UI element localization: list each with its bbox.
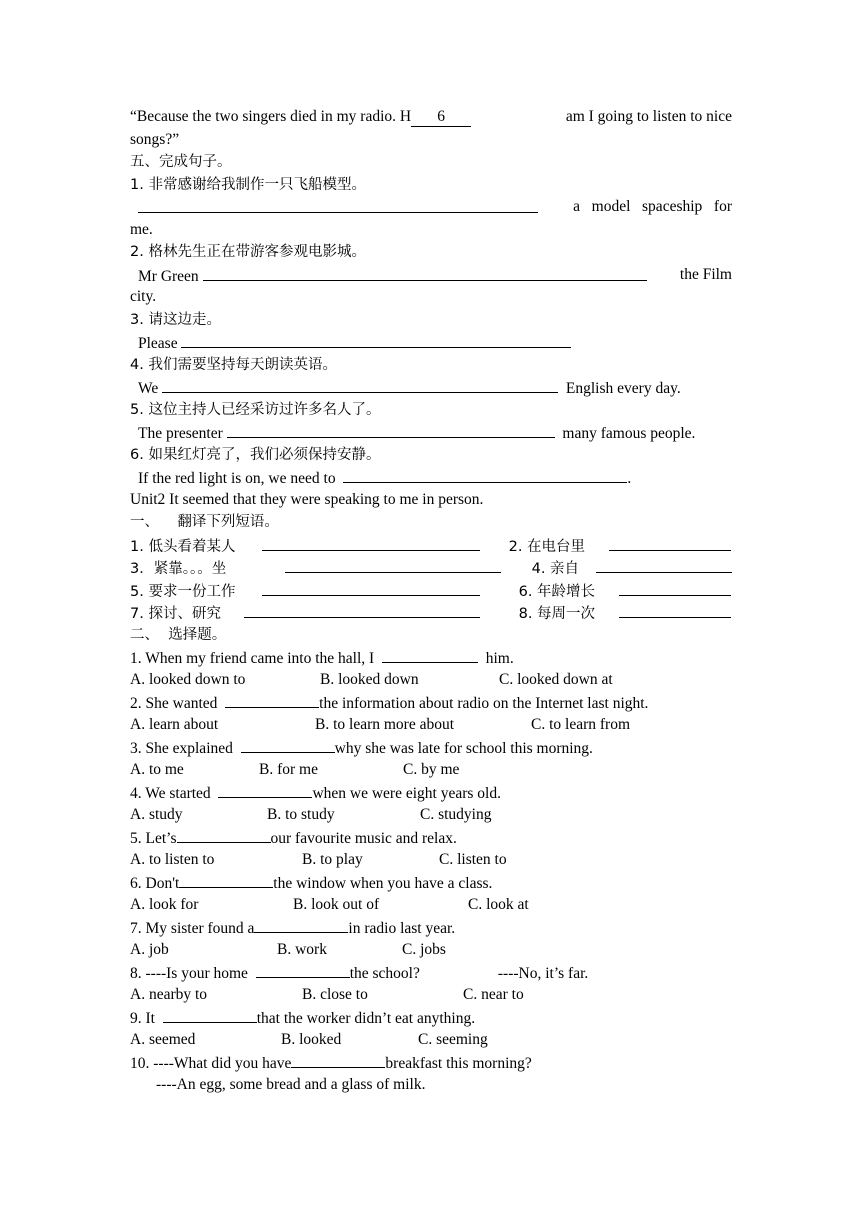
q3-option-c[interactable]: C. by me — [403, 760, 460, 778]
q9-option-c[interactable]: C. seeming — [418, 1030, 488, 1048]
question-6 — [130, 871, 732, 894]
question-1 — [130, 646, 732, 669]
q7-option-a[interactable]: A. job — [130, 940, 169, 958]
s5-item-4-blank[interactable] — [162, 376, 558, 393]
question-6-text-b: the window when you have a class. — [273, 875, 493, 892]
q9-option-b[interactable]: B. looked — [281, 1030, 342, 1048]
phrase-2: 2. 在电台里 — [508, 538, 586, 555]
question-9 — [130, 1006, 732, 1029]
s5-item-1-post: a model spaceship for — [573, 198, 732, 215]
question-3-text-a: 3. She explained — [130, 740, 233, 757]
question-5-text-b: our favourite music and relax. — [270, 830, 457, 847]
question-3-blank[interactable] — [241, 736, 335, 753]
s5-item-2-pre: Mr Green — [138, 267, 199, 285]
s5-item-6-cn: 6. 如果红灯亮了，我们必须保持安静。 — [130, 446, 381, 463]
s5-item-6-answer — [130, 466, 732, 489]
question-9-text-a: 9. It — [130, 1010, 155, 1027]
phrase-4-blank[interactable] — [596, 556, 732, 573]
s5-item-5-cn: 5. 这位主持人已经采访过许多名人了。 — [130, 401, 381, 418]
q2-option-b[interactable]: B. to learn more about — [315, 715, 455, 733]
q8-option-b[interactable]: B. close to — [302, 985, 368, 1003]
q1-option-a[interactable]: A. looked down to — [130, 670, 246, 688]
question-2-text-b: the information about radio on the Internet last night. — [319, 695, 649, 712]
question-1-text-b: him. — [485, 650, 514, 667]
q7-option-b[interactable]: B. work — [277, 940, 327, 958]
unit2-part2-title: 二、 选择题。 — [130, 626, 227, 643]
question-5 — [130, 826, 732, 849]
question-4-blank[interactable] — [218, 781, 312, 798]
intro-line-2: songs?” — [130, 130, 180, 148]
question-10-blank[interactable] — [291, 1051, 385, 1068]
s5-item-5-answer — [130, 421, 732, 444]
s5-item-2-post: the Film — [679, 265, 732, 283]
question-6-blank[interactable] — [179, 871, 273, 888]
question-2-blank[interactable] — [225, 691, 319, 708]
s5-item-4-pre: We — [138, 380, 159, 397]
q6-option-a[interactable]: A. look for — [130, 895, 199, 913]
section-5-title: 五、完成句子。 — [130, 154, 232, 170]
q6-option-c[interactable]: C. look at — [468, 895, 529, 913]
question-10-text-a: 10. ----What did you have — [130, 1055, 292, 1072]
question-8-text-a: 8. ----Is your home — [130, 965, 248, 982]
question-1-blank[interactable] — [382, 646, 478, 663]
question-8 — [130, 961, 732, 984]
s5-item-6-post: . — [627, 470, 632, 487]
question-1-options — [130, 669, 732, 692]
q9-option-a[interactable]: A. seemed — [130, 1030, 196, 1048]
phrase-4: 4. 亲自 — [531, 561, 580, 577]
question-8-text-c: ----No, it’s far. — [497, 965, 589, 982]
q7-option-c[interactable]: C. jobs — [402, 940, 446, 958]
s5-item-4-post: English every day. — [565, 380, 681, 397]
s5-item-2-cn: 2. 格林先生正在带游客参观电影城。 — [130, 244, 366, 260]
phrase-7: 7. 探讨、研究 — [130, 606, 221, 622]
question-4-text-a: 4. We started — [130, 785, 211, 802]
question-8-options — [130, 984, 732, 1007]
phrase-5-blank[interactable] — [262, 579, 480, 596]
question-4 — [130, 781, 732, 804]
q3-option-b[interactable]: B. for me — [259, 760, 318, 778]
answer-blank-6[interactable]: 6 — [411, 108, 471, 127]
s5-item-3-answer — [130, 331, 732, 354]
phrase-row-1 — [130, 534, 732, 557]
question-3-text-b: why she was late for school this morning. — [334, 740, 593, 757]
phrase-5: 5. 要求一份工作 — [130, 583, 236, 600]
s5-item-5-pre: The presenter — [138, 425, 223, 442]
question-9-options — [130, 1029, 732, 1052]
question-3 — [130, 736, 732, 759]
phrase-3-blank[interactable] — [285, 556, 501, 573]
q4-option-b[interactable]: B. to study — [267, 805, 335, 823]
unit2-part1-title: 一、 翻译下列短语。 — [130, 514, 279, 530]
intro-line-1 — [130, 106, 732, 129]
q4-option-a[interactable]: A. study — [130, 805, 183, 823]
q2-option-c[interactable]: C. to learn from — [531, 715, 631, 733]
phrase-2-blank[interactable] — [609, 534, 731, 551]
question-8-text-b: the school? — [349, 965, 420, 982]
question-5-blank[interactable] — [177, 826, 271, 843]
s5-item-2-blank[interactable] — [203, 264, 647, 281]
s5-item-1-cont: me. — [130, 220, 153, 238]
intro-text-b: am I going to listen to nice — [565, 108, 732, 125]
question-2 — [130, 691, 732, 714]
phrase-row-3 — [130, 579, 732, 602]
q8-option-a[interactable]: A. nearby to — [130, 985, 208, 1003]
worksheet-page — [130, 106, 732, 1096]
question-9-text-b: that the worker didn’t eat anything. — [256, 1010, 476, 1027]
q5-option-b[interactable]: B. to play — [302, 850, 363, 868]
phrase-1: 1. 低头看着某人 — [130, 538, 236, 555]
question-7-text-a: 7. My sister found a — [130, 920, 255, 937]
s5-item-4-answer — [130, 376, 732, 399]
phrase-8: 8. 每周一次 — [518, 606, 596, 622]
s5-item-6-pre: If the red light is on, we need to — [138, 470, 336, 487]
s5-item-5-post: many famous people. — [562, 425, 696, 442]
s5-item-6-blank[interactable] — [343, 466, 627, 483]
s5-item-3-pre: Please — [138, 335, 178, 352]
question-6-options — [130, 894, 732, 917]
unit2-title: Unit2 It seemed that they were speaking to me in person. — [130, 490, 484, 508]
intro-text-a: “Because the two singers died in my radio. H — [130, 108, 412, 125]
question-4-options — [130, 804, 732, 827]
phrase-6-blank[interactable] — [619, 579, 731, 596]
question-7 — [130, 916, 732, 939]
q2-option-a[interactable]: A. learn about — [130, 715, 219, 733]
question-7-blank[interactable] — [254, 916, 348, 933]
question-10-answer: ----An egg, some bread and a glass of milk. — [156, 1075, 426, 1093]
q6-option-b[interactable]: B. look out of — [293, 895, 380, 913]
q1-option-c[interactable]: C. looked down at — [499, 670, 613, 688]
question-5-options — [130, 849, 732, 872]
question-5-text-a: 5. Let’s — [130, 830, 177, 847]
q5-option-a[interactable]: A. to listen to — [130, 850, 215, 868]
phrase-6: 6. 年龄增长 — [518, 583, 596, 600]
phrase-row-2 — [130, 556, 732, 579]
q4-option-c[interactable]: C. studying — [420, 805, 492, 823]
phrase-3: 3．紧靠。。。坐 — [130, 561, 227, 577]
question-2-options — [130, 714, 732, 737]
q1-option-b[interactable]: B. looked down — [320, 670, 419, 688]
s5-item-5-blank[interactable] — [227, 421, 555, 438]
question-7-text-b: in radio last year. — [348, 920, 456, 937]
phrase-7-blank[interactable] — [244, 601, 480, 618]
s5-item-4-cn: 4. 我们需要坚持每天朗读英语。 — [130, 356, 337, 373]
question-8-blank[interactable] — [256, 961, 350, 978]
question-10-text-b: breakfast this morning? — [385, 1055, 532, 1072]
phrase-row-4 — [130, 601, 732, 624]
question-2-text-a: 2. She wanted — [130, 695, 218, 712]
phrase-8-blank[interactable] — [619, 601, 731, 618]
s5-item-2-answer — [130, 264, 732, 287]
question-9-blank[interactable] — [163, 1006, 257, 1023]
s5-item-1-blank[interactable] — [138, 196, 538, 213]
question-6-text-a: 6. Don't — [130, 875, 180, 892]
question-1-text-a: 1. When my friend came into the hall, I — [130, 650, 375, 667]
question-10 — [130, 1051, 732, 1074]
question-4-text-b: when we were eight years old. — [312, 785, 501, 802]
s5-item-3-blank[interactable] — [181, 331, 571, 348]
question-3-options — [130, 759, 732, 782]
q5-option-c[interactable]: C. listen to — [439, 850, 507, 868]
s5-item-1-answer — [130, 196, 732, 219]
s5-item-2-cont: city. — [130, 288, 157, 305]
s5-item-1-cn: 1. 非常感谢给我制作一只飞船模型。 — [130, 176, 366, 193]
q8-option-c[interactable]: C. near to — [463, 985, 524, 1003]
question-7-options — [130, 939, 732, 962]
q3-option-a[interactable]: A. to me — [130, 760, 184, 778]
phrase-1-blank[interactable] — [262, 534, 480, 551]
s5-item-3-cn: 3. 请这边走。 — [130, 311, 221, 328]
